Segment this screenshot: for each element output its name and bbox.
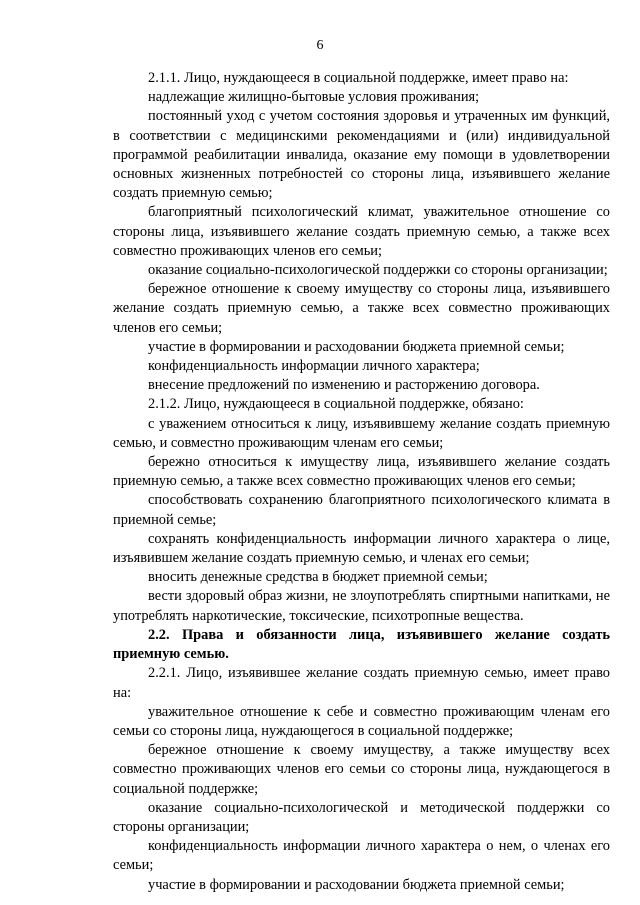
paragraph-family-right-respect: уважительное отношение к себе и совместно проживающим членам его семьи со стороны лица, нуждающегося в социальной поддержке; <box>113 703 610 739</box>
paragraph-duty-climate: способствовать сохранению благоприятного психологического климата в приемной семье; <box>113 492 610 528</box>
paragraph-right-housing: надлежащие жилищно-бытовые условия проживания; <box>148 89 480 106</box>
paragraph-duty-funds: вносить денежные средства в бюджет приемной семьи; <box>148 569 488 586</box>
paragraph-duty-property: бережно относиться к имуществу лица, изъявившего желание создать приемную семью, а также всех совместно проживающих членов его семьи; <box>113 454 610 490</box>
paragraph-2-1-1-heading: 2.1.1. Лицо, нуждающееся в социальной поддержке, имеет право на: <box>148 70 569 86</box>
paragraph-right-budget: участие в формировании и расходовании бюджета приемной семьи; <box>148 338 565 355</box>
section-2-2-heading: 2.2. Права и обязанности лица, изъявившего желание создать приемную семью. <box>113 626 610 663</box>
page-number: 6 <box>316 38 324 53</box>
paragraph-right-support: оказание социально-психологической поддержки со стороны организации; <box>148 262 608 279</box>
paragraph-2-2-1-heading: 2.2.1. Лицо, изъявившее желание создать приемную семью, имеет право на: <box>113 665 610 701</box>
paragraph-right-property: бережное отношение к своему имуществу со стороны лица, изъявившего желание создать приемную семью, а также всех совместно проживающих членов его семьи; <box>113 281 610 336</box>
paragraph-family-right-property: бережное отношение к своему имуществу, а также имуществу всех совместно проживающих членов его семьи со стороны лица, нуждающегося в социальной поддержке; <box>113 742 610 797</box>
paragraph-family-right-budget: участие в формировании и расходовании бюджета приемной семьи; <box>148 876 565 893</box>
paragraph-duty-confidentiality: сохранять конфиденциальность информации личного характера о лице, изъявившем желание создать приемную семью, и членах его семьи; <box>113 530 610 567</box>
paragraph-family-right-support: оказание социально-психологической и методической поддержки со стороны организации; <box>113 799 610 835</box>
paragraph-right-confidentiality: конфиденциальность информации личного характера; <box>148 358 480 375</box>
paragraph-family-right-confidentiality: конфиденциальность информации личного характера о нем, о членах его семьи; <box>113 838 610 874</box>
paragraph-duty-lifestyle: вести здоровый образ жизни, не злоупотреблять спиртными напитками, не употреблять наркотические, токсические, психотропные вещества. <box>113 588 610 624</box>
paragraph-2-1-2-heading: 2.1.2. Лицо, нуждающееся в социальной поддержке, обязано: <box>148 396 524 413</box>
paragraph-right-proposals: внесение предложений по изменению и расторжению договора. <box>148 377 540 394</box>
document-body <box>113 69 610 895</box>
paragraph-right-climate: благоприятный психологический климат, уважительное отношение со стороны лица, изъявившего желание создать приемную семью, а также всех совместно проживающих членов его семьи; <box>113 204 610 259</box>
paragraph-right-care: постоянный уход с учетом состояния здоровья и утраченных им функций, в соответствии с медицинскими рекомендациями и (или) индивидуальной программой реабилитации инвалида, оказание ему помощи в удовлетворении основных жизненных потребностей со стороны лица, изъявившего желание создать приемную семью; <box>113 108 610 202</box>
paragraph-duty-respect: с уважением относиться к лицу, изъявившему желание создать приемную семью, и совместно проживающим членам его семьи; <box>113 415 610 451</box>
